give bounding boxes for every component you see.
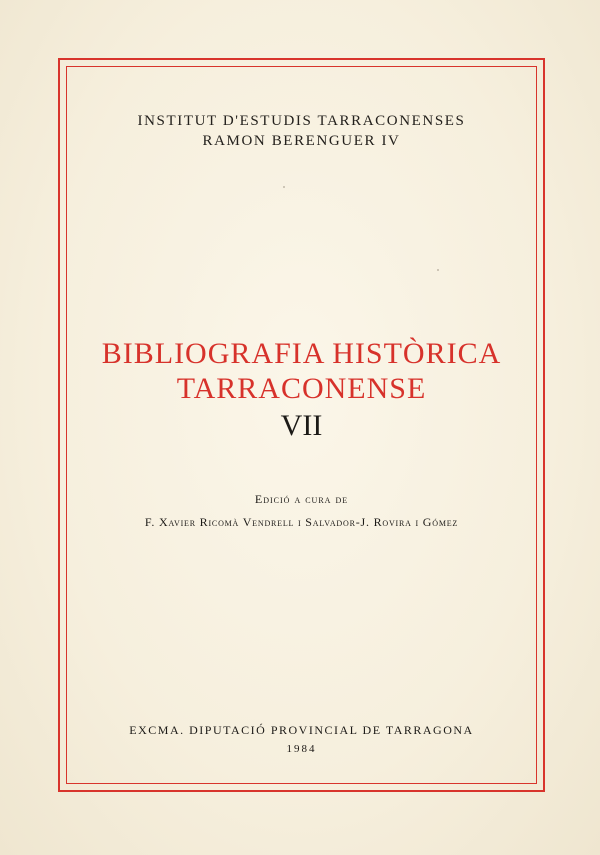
institute-name-line-1: INSTITUT D'ESTUDIS TARRACONENSES bbox=[137, 113, 466, 129]
volume-number: VII bbox=[280, 409, 323, 442]
editors-names: F. Xavier Ricomà Vendrell i Salvador-J. Rovira i Gómez bbox=[144, 515, 459, 529]
publication-year: 1984 bbox=[286, 743, 317, 755]
publisher-name: EXCMA. DIPUTACIÓ PROVINCIAL DE TARRAGONA bbox=[129, 723, 474, 737]
edition-credit: Edició a cura de bbox=[254, 492, 349, 506]
paper-speck bbox=[283, 186, 285, 188]
book-title-line-1: BIBLIOGRAFIA HISTÒRICA bbox=[101, 337, 502, 370]
book-title-line-2: TARRACONENSE bbox=[176, 372, 427, 405]
paper-speck bbox=[437, 269, 439, 271]
institute-name-line-2: RAMON BERENGUER IV bbox=[202, 133, 401, 149]
